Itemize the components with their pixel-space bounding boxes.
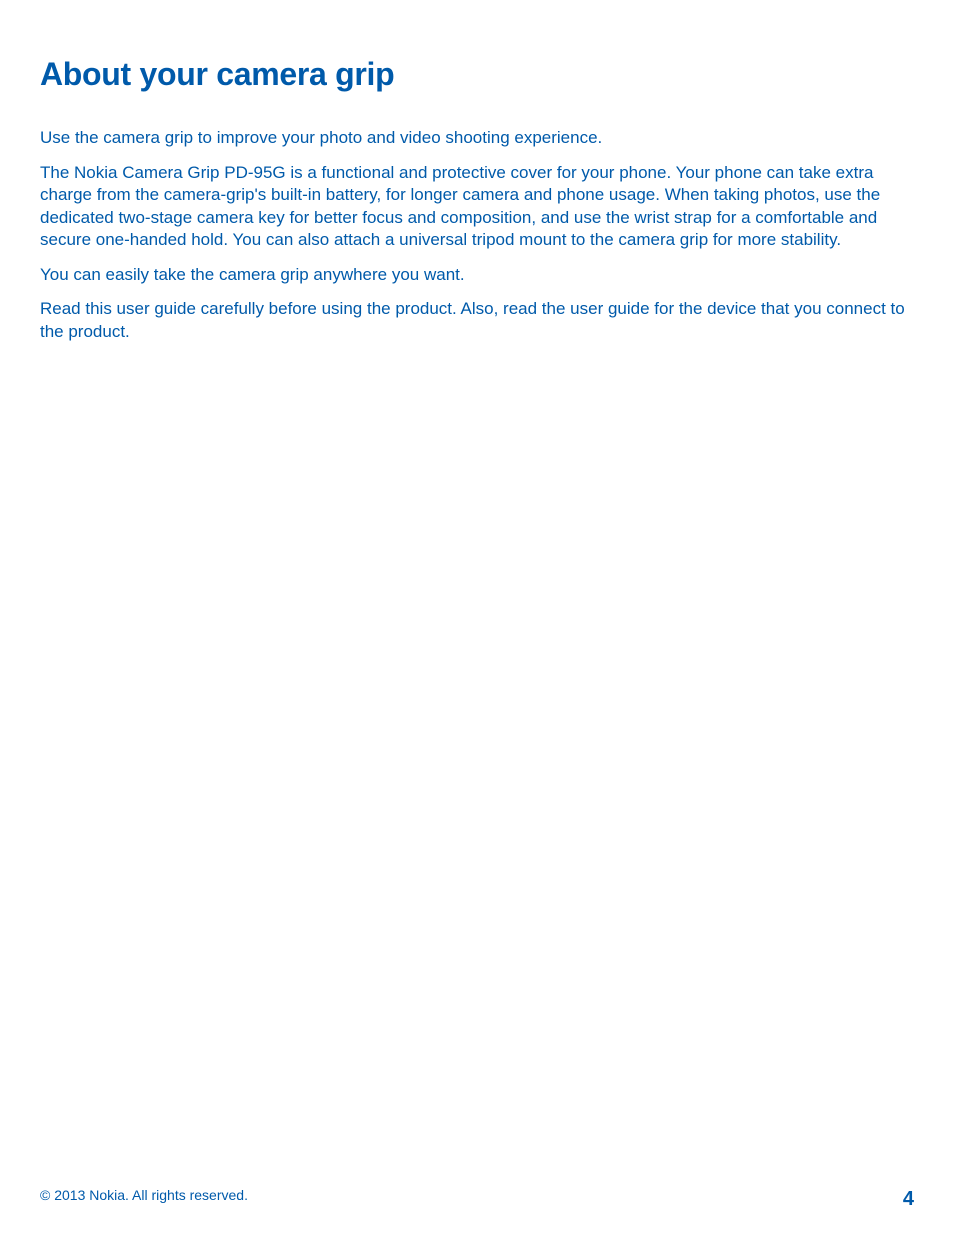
description-paragraph: The Nokia Camera Grip PD-95G is a functional and protective cover for your phone. Your phone can take extra charge from the camera-grip's built-in battery, for longer camera and phone usage. When taking photos, use the dedicated two-stage camera key for better focus and composition, and use the wrist strap for a comfortable and secure one-handed hold. You can also attach a universal tripod mount to the camera grip for more stability. (40, 162, 881, 249)
document-body (40, 127, 920, 355)
page-number: 4 (902, 1188, 914, 1210)
intro-paragraph: Use the camera grip to improve your photo and video shooting experience. (40, 128, 603, 147)
copyright-notice: © 2013 Nokia. All rights reserved. (40, 1187, 248, 1203)
page-title: About your camera grip (40, 56, 395, 92)
user-guide-paragraph: Read this user guide carefully before using the product. Also, read the user guide for the device that you connect to the product. (40, 299, 905, 341)
portability-paragraph: You can easily take the camera grip anywhere you want. (40, 264, 465, 284)
